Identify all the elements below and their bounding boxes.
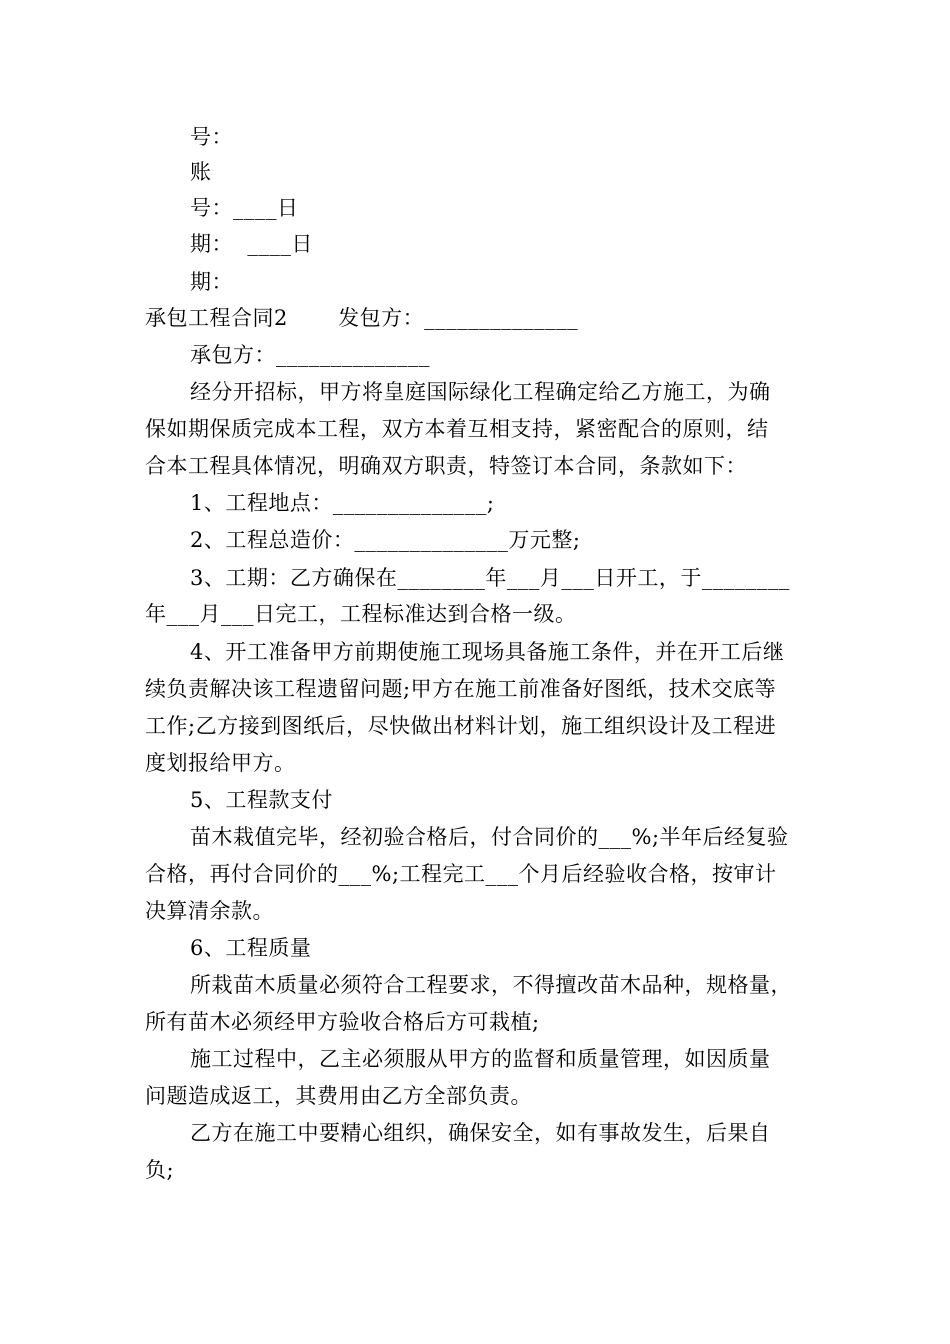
clause-6-line: 施工过程中，乙主必须服从甲方的监督和质量管理，如因质量 — [190, 1047, 771, 1071]
clause-5-heading: 5、工程款支付 — [190, 788, 333, 812]
paragraph-line: 保如期保质完成本工程，双方本着互相支持，紧密配合的原则，结 — [145, 417, 769, 441]
contract-heading-line: 承包工程合同2 发包方：______________ — [145, 306, 579, 330]
text-line-4: 期： ____日 — [190, 232, 313, 256]
clause-4-line: 4、开工准备甲方前期使施工现场具备施工条件，并在开工后继 — [190, 640, 785, 664]
clause-4-line: 续负责解决该工程遗留问题;甲方在施工前准备好图纸，技术交底等 — [145, 677, 777, 701]
clause-3-line: 3、工期：乙方确保在________年___月___日开工，于________ — [190, 566, 790, 590]
clause-1-line: 1、工程地点：______________; — [190, 491, 495, 515]
clause-5-line: 苗木栽值完毕，经初验合格后，付合同价的___%;半年后经复验 — [190, 825, 789, 849]
clause-5-line: 合格，再付合同价的___%;工程完工___个月后经验收合格，按审计 — [145, 862, 777, 886]
text-line-2: 账 — [190, 160, 212, 184]
clause-3-line: 年___月___日完工，工程标准达到合格一级。 — [145, 602, 577, 626]
clause-6-heading: 6、工程质量 — [190, 936, 312, 960]
text-line-1: 号： — [190, 125, 233, 149]
text-line-3: 号：____日 — [190, 196, 299, 220]
clause-2-line: 2、工程总造价：______________万元整; — [190, 528, 581, 552]
clause-4-line: 工作;乙方接到图纸后，尽快做出材料计划，施工组织设计及工程进 — [145, 714, 777, 738]
text-line-5: 期： — [190, 270, 233, 294]
clause-4-line: 度划报给甲方。 — [145, 751, 296, 775]
clause-6-line: 所有苗木必须经甲方验收合格后方可栽植; — [145, 1010, 540, 1034]
clause-6-line: 问题造成返工，其费用由乙方全部负责。 — [145, 1084, 532, 1108]
clause-5-line: 决算清余款。 — [145, 899, 274, 923]
clause-6-line: 所栽苗木质量必须符合工程要求，不得擅改苗木品种，规格量， — [190, 973, 792, 997]
paragraph-line: 合本工程具体情况，明确双方职责，特签订本合同，条款如下： — [145, 454, 747, 478]
clause-6-line: 乙方在施工中要精心组织，确保安全，如有事故发生，后果自 — [190, 1121, 771, 1145]
paragraph-line: 经分开招标，甲方将皇庭国际绿化工程确定给乙方施工，为确 — [190, 380, 771, 404]
contractor-line: 承包方：______________ — [190, 343, 430, 367]
clause-6-line: 负; — [145, 1158, 175, 1182]
